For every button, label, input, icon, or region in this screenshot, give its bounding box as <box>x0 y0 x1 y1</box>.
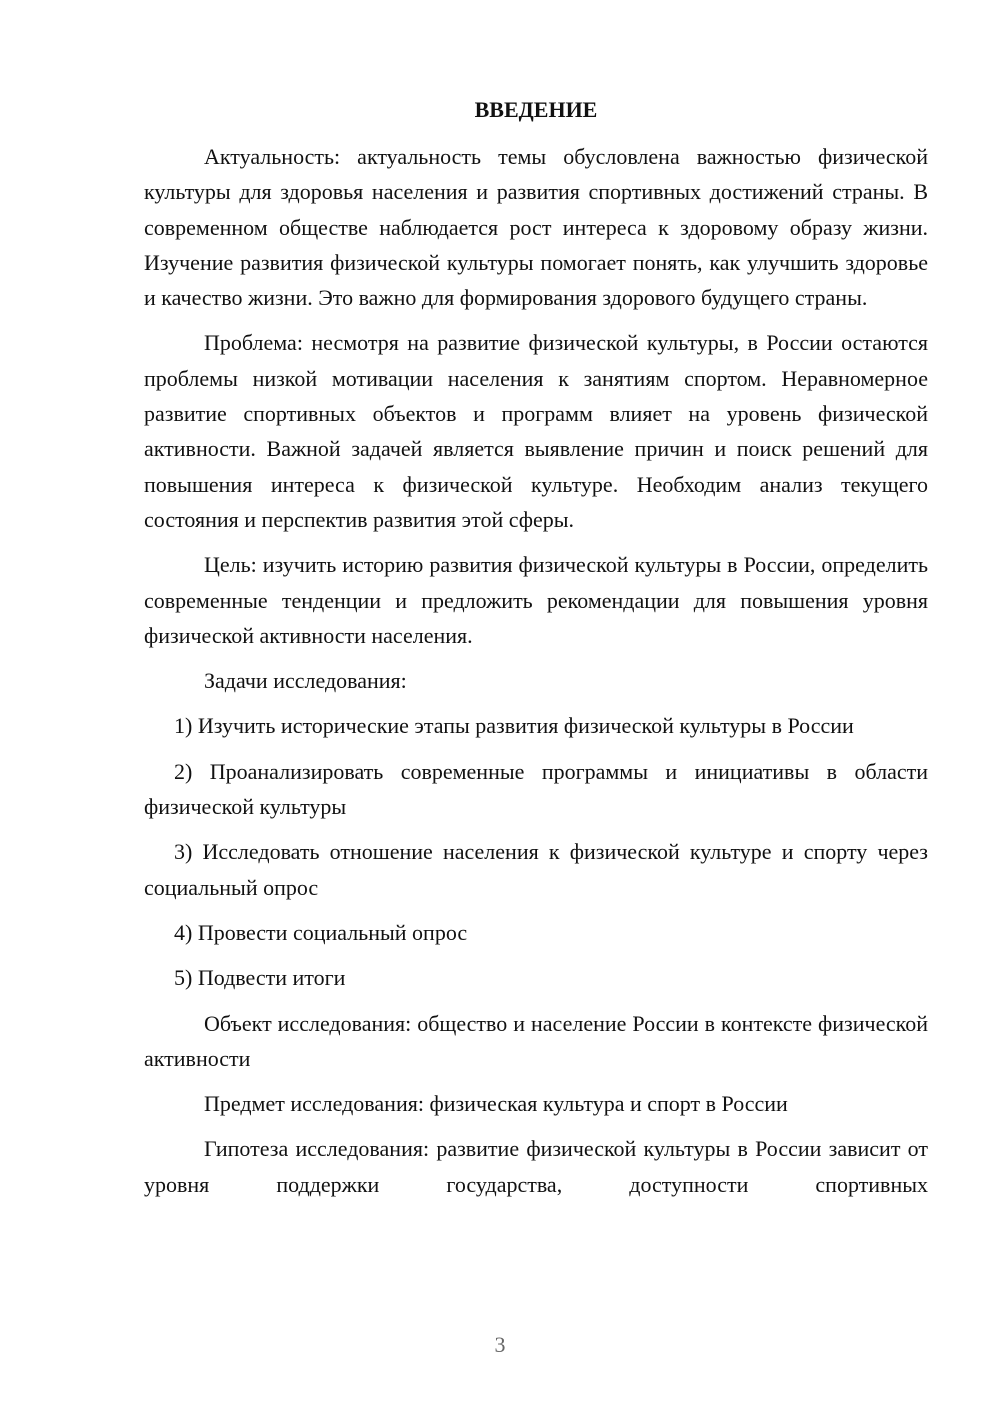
tasks-heading: Задачи исследования: <box>204 668 407 694</box>
page-content <box>144 92 928 1202</box>
task-item: 4) Провести социальный опрос <box>174 919 468 945</box>
problem-paragraph: Проблема: несмотря на развитие физической культуры, в России остаются проблемы низкой мотивации населения к занятиям спортом. Неравномерное развитие спортивных объектов и программ влияет на уровень физической активности. Важной задачей является выявление причин и поиск решений для повышения интереса к физической культуре. Необходим анализ текущего состояния и перспектив развития этой сферы. <box>144 330 928 532</box>
task-item: 3) Исследовать отношение населения к физической культуре и спорту через социальный опрос <box>144 839 928 900</box>
page-number: 3 <box>494 1332 506 1357</box>
section-title: ВВЕДЕНИЕ <box>474 97 598 122</box>
hypothesis-paragraph: Гипотеза исследования: развитие физической культуры в России зависит от уровня поддержки государства, доступности спортивных <box>144 1136 928 1197</box>
object-paragraph: Объект исследования: общество и население России в контексте физической активности <box>144 1010 928 1071</box>
subject-paragraph: Предмет исследования: физическая культура и спорт в России <box>204 1091 788 1117</box>
task-item: 5) Подвести итоги <box>174 965 346 991</box>
task-item: 2) Проанализировать современные программы и инициативы в области физической культуры <box>144 758 928 820</box>
task-item: 1) Изучить исторические этапы развития физической культуры в России <box>174 713 854 739</box>
goal-paragraph: Цель: изучить историю развития физической культуры в России, определить современные тенденции и предложить рекомендации для повышения уровня физической активности населения. <box>144 552 928 648</box>
relevance-paragraph: Актуальность: актуальность темы обусловлена важностью физической культуры для здоровья населения и развития спортивных достижений страны. В современном обществе наблюдается рост интереса к здоровому образу жизни. Изучение развития физической культуры помогает понять, как улучшить здоровье и качество жизни. Это важно для формирования здорового будущего страны. <box>144 144 928 311</box>
